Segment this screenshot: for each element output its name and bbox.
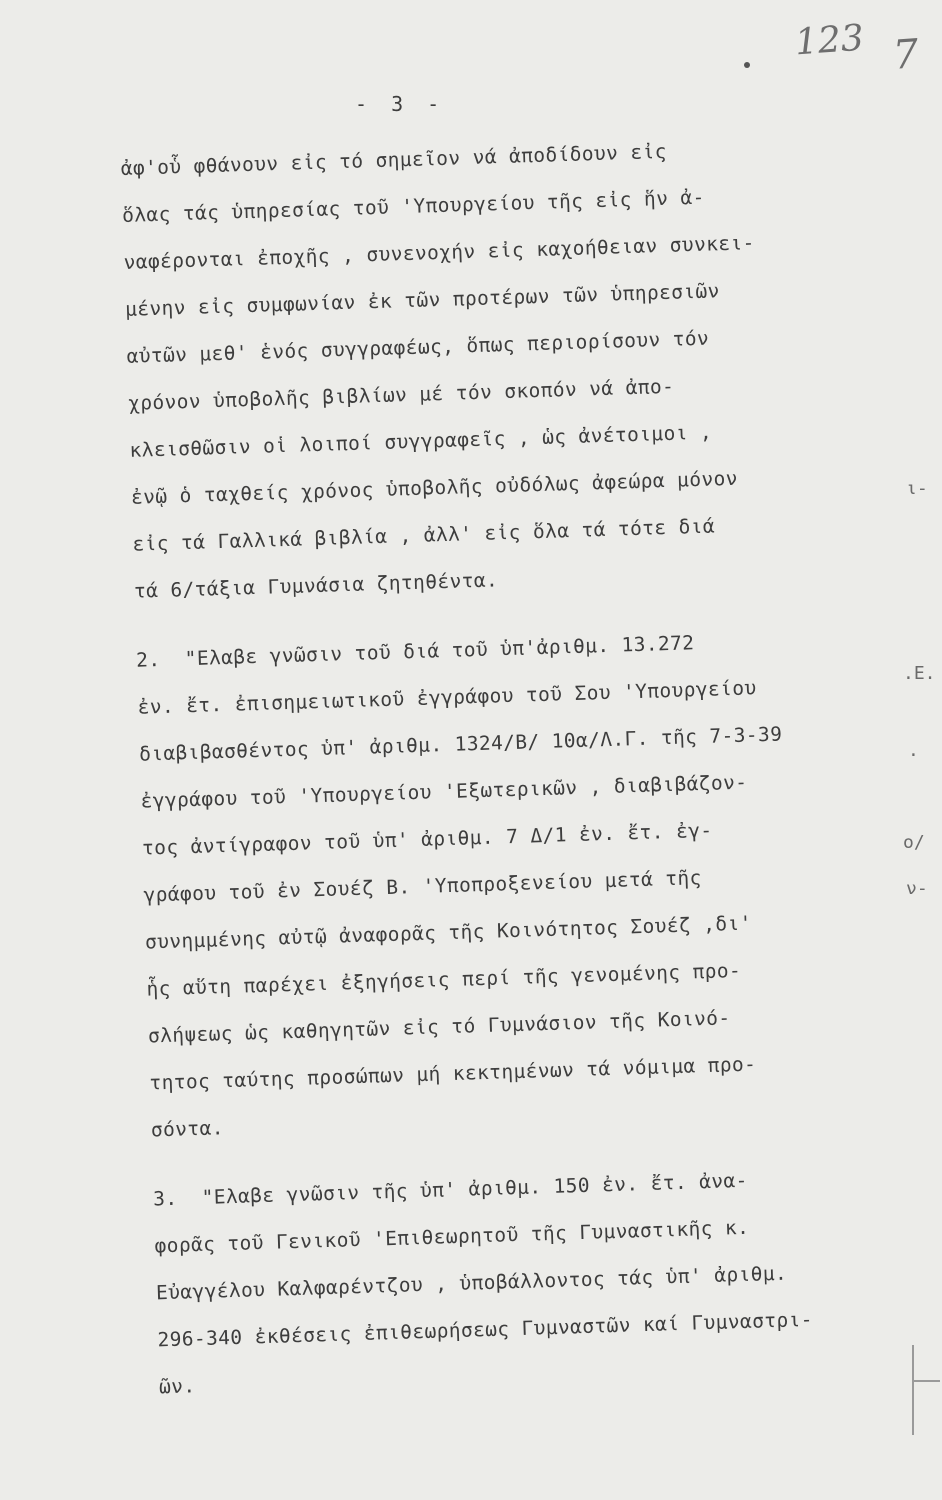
text-line: γράφου τοῦ ἐν Σουέζ Β. 'Υποπροξενείου μετά τῆς xyxy=(143,866,703,907)
page-edge-line xyxy=(912,1345,914,1435)
page-number: - 3 - xyxy=(355,92,446,116)
margin-note: . xyxy=(908,740,919,761)
text-line: αὐτῶν μεθ' ἑνός συγγραφέως, ὅπως περιορίσουν τόν xyxy=(126,326,710,368)
text-line: κλεισθῶσιν οἱ λοιποί συγγραφεῖς , ὡς ἀνέτοιμοι , xyxy=(129,420,713,462)
text-line: ῶν. xyxy=(158,1374,196,1399)
text-line: 2. "Ελαβε γνῶσιν τοῦ διά τοῦ ὑπ'ἀριθμ. 13.272 xyxy=(135,631,695,672)
text-line: τητος ταύτης προσώπων μή κεκτημένων τά νόμιμα προ- xyxy=(149,1052,757,1095)
handwritten-mark: 7 xyxy=(891,31,921,79)
text-line: ἀφ'οὗ φθάνουν εἰς τό σημεῖον νά ἀποδίδουν εἰς xyxy=(120,139,668,180)
text-line: τά 6/τάξια Γυμνάσια ζητηθέντα. xyxy=(133,568,499,603)
page-edge-mark xyxy=(912,1380,940,1382)
ink-dot xyxy=(744,62,750,68)
text-line: φορᾶς τοῦ Γενικοῦ 'Επιθεωρητοῦ τῆς Γυμναστικῆς κ. xyxy=(154,1215,750,1258)
text-line: ναφέρονται ἐποχῆς , συνενοχήν εἰς καχοήθειαν συνκει- xyxy=(123,231,756,274)
text-line: 3. "Ελαβε γνῶσιν τῆς ὑπ' ἀριθμ. 150 ἐν. ἔτ. ἀνα- xyxy=(152,1168,749,1211)
paragraph-3 xyxy=(152,1152,919,1411)
text-line: χρόνον ὑποβολῆς βιβλίων μέ τόν σκοπόν νά ἀπο- xyxy=(127,374,675,415)
text-line: διαβιβασθέντος ὑπ' ἀριθμ. 1324/Β/ 10α/Λ.Γ. τῆς 7-3-39 xyxy=(138,722,783,766)
handwritten-folio-number: 123 xyxy=(793,17,866,64)
text-line: ἐνῷ ὁ ταχθείς χρόνος ὑποβολῆς οὐδόλως ἀφεώρα μόνον xyxy=(130,466,739,509)
text-line: 296-340 ἐκθέσεις ἐπιθεωρήσεως Γυμναστῶν καί Γυμναστρι- xyxy=(157,1307,814,1352)
text-line: ἐν. ἔτ. ἐπισημειωτικοῦ ἐγγράφου τοῦ Σου 'Υπουργείου xyxy=(137,676,757,719)
text-line: ὅλας τάς ὑπηρεσίας τοῦ 'Υπουργείου τῆς εἰς ἥν ἀ- xyxy=(121,185,706,227)
paragraph-2 xyxy=(135,613,911,1154)
text-line: ἐγγράφου τοῦ 'Υπουργείου 'Εξωτερικῶν , διαβιβάζον- xyxy=(140,770,748,813)
margin-note: ο/ xyxy=(903,832,925,853)
text-line: εἰς τά Γαλλικά βιβλία , ἀλλ' εἰς ὅλα τά τότε διά xyxy=(132,514,716,556)
margin-note: ν- xyxy=(906,878,928,899)
text-line: Εὐαγγέλου Καλφαρέντζου , ὑποβάλλοντος τάς ὑπ' ἀριθμ. xyxy=(155,1261,788,1305)
margin-note: .Ε. xyxy=(903,663,936,684)
text-line: μένην εἰς συμφωνίαν ἐκ τῶν προτέρων τῶν ὑπηρεσιῶν xyxy=(124,279,721,321)
text-line: ἧς αὕτη παρέχει ἐξηγήσεις περί τῆς γενομένης προ- xyxy=(146,958,742,1001)
text-line: σόντα. xyxy=(150,1116,225,1142)
text-line: σλήψεως ὡς καθηγητῶν εἰς τό Γυμνάσιον τῆς Κοινό- xyxy=(147,1006,731,1048)
typed-body xyxy=(120,121,919,1410)
paragraph-1 xyxy=(120,121,894,615)
text-line: τος ἀντίγραφον τοῦ ὑπ' ἀριθμ. 7 Δ/1 ἐν. ἔτ. ἐγ- xyxy=(141,818,713,860)
text-line: συνημμένης αὐτῷ ἀναφορᾶς τῆς Κοινότητος Σουέζ ,δι' xyxy=(144,911,753,954)
margin-note: ι- xyxy=(906,478,928,499)
